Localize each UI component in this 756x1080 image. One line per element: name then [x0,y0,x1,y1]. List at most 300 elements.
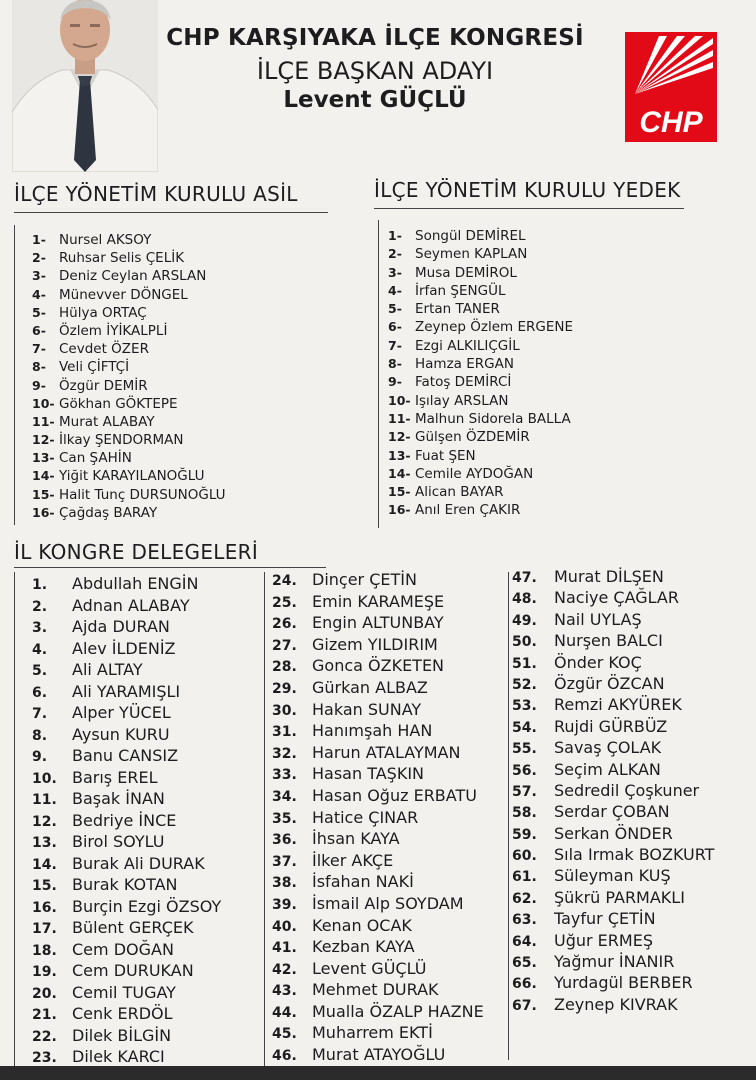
yedek-list [388,228,573,521]
delegeler-column-1 [32,574,221,1069]
list-item-number: 5- [388,301,402,317]
list-item-number: 10. [32,770,57,787]
list-item-number: 24. [272,573,297,589]
list-item-number: 35. [272,810,297,827]
list-item-name: Özlem İYİKALPLİ [59,322,168,339]
title-block [140,25,610,113]
list-item [512,845,714,866]
list-item [388,338,573,356]
list-item-number: 21. [32,1007,57,1023]
list-item-number: 12- [388,429,411,445]
list-item-name: Zeynep Özlem ERGENE [415,319,574,336]
list-item-name: Nursel AKSOY [59,232,152,248]
list-item-name: Fuat ŞEN [415,447,476,464]
list-item-name: Sıla Irmak BOZKURT [554,845,715,865]
delegeler-column-2 [272,570,484,1067]
list-item-name: İrfan ŞENGÜL [415,282,506,299]
list-item-number: 42. [272,961,297,978]
list-item-name: Nail UYLAŞ [554,609,642,629]
list-item-name: Dilek BİLGİN [72,1025,172,1045]
list-item-number: 41. [272,940,297,957]
list-item [32,341,226,359]
list-item [272,592,484,614]
list-item-number: 11- [32,413,55,429]
list-item-name: Anıl Eren ÇAKIR [415,502,521,519]
asil-vertical-rule [14,225,15,525]
list-item [32,378,226,396]
list-item [388,411,573,429]
list-item-number: 15- [32,486,55,502]
list-item-name: İlker AKÇE [312,850,394,870]
list-item-name: Ertan TANER [415,301,500,318]
list-item-name: Deniz Ceylan ARSLAN [59,268,207,285]
list-item-number: 4. [32,641,48,658]
list-item-name: Gürkan ALBAZ [312,677,428,697]
list-item-name: İhsan KAYA [312,829,400,849]
list-item [272,700,484,722]
list-item-name: Tayfur ÇETİN [554,909,656,929]
list-item-number: 9- [32,377,46,393]
list-item-name: Yiğit KARAYILANOĞLU [59,468,205,485]
list-item [512,695,714,716]
asil-heading-rule [14,212,328,213]
bottom-edge [0,1066,756,1080]
list-item-number: 12. [32,813,57,830]
list-item-name: Banu CANSIZ [72,746,179,765]
list-item [512,588,714,609]
list-item [32,832,221,854]
list-item [32,323,226,341]
list-item-number: 3- [388,264,402,280]
list-item [512,781,714,802]
candidate-name: Levent GÜÇLÜ [283,87,467,113]
list-item [32,789,221,811]
list-item-number: 66. [512,976,537,993]
list-item-name: İsfahan NAKİ [312,872,414,892]
list-item [32,450,226,468]
delegeler-vertical-rule-1 [14,572,15,1068]
list-item [512,952,714,973]
list-item [272,635,484,657]
list-item-number: 18. [32,942,57,959]
list-item-number: 2- [32,250,46,266]
list-item-name: Hanımşah HAN [312,721,433,741]
chp-logo-text: CHP [639,106,703,139]
list-item [32,854,221,876]
list-item-name: Murat DİLŞEN [554,567,664,586]
list-item-name: Veli ÇİFTÇİ [59,359,130,376]
list-item-number: 43. [272,983,297,1000]
list-item-name: Mehmet DURAK [312,980,439,1000]
list-item-number: 31. [272,724,297,741]
list-item [272,1002,484,1024]
list-item-name: Muharrem EKTİ [312,1023,433,1043]
list-item [388,356,573,374]
list-item-number: 23. [32,1050,57,1066]
list-item-number: 3- [32,268,46,284]
list-item-name: Cemile AYDOĞAN [415,465,534,482]
list-item-number: 10- [32,395,55,411]
list-item-number: 11. [32,792,57,808]
candidate-photo [12,0,158,172]
list-item [272,851,484,873]
list-item [32,287,226,305]
list-item-name: Musa DEMİROL [415,264,517,281]
list-item-name: Özgür DEMİR [59,377,148,394]
list-item [388,265,573,283]
list-item-name: Gülşen ÖZDEMİR [415,429,530,446]
delegeler-heading: İL KONGRE DELEGELERİ [14,540,259,564]
list-item-name: Yurdagül BERBER [554,973,693,993]
list-item-name: Cem DOĞAN [72,939,174,959]
list-item [272,721,484,743]
list-item-name: Gonca ÖZKETEN [312,656,445,676]
list-item [32,682,221,704]
list-item-name: Hatice ÇINAR [312,807,419,827]
list-item-name: Aysun KURU [72,724,170,744]
list-item-number: 14- [388,465,411,481]
list-item [32,961,221,983]
list-item-number: 38. [272,875,297,892]
list-item [32,746,221,768]
list-item-number: 51. [512,655,537,672]
list-item-number: 10- [388,392,411,408]
list-item [512,631,714,652]
list-item-number: 45. [272,1026,297,1043]
list-item [32,268,226,286]
list-item-number: 32. [272,745,297,762]
list-item [32,875,221,897]
list-item-number: 65. [512,955,537,972]
list-item-number: 67. [512,997,537,1014]
list-item [32,250,226,268]
list-item-name: Emin KARAMEŞE [312,591,445,611]
list-item-name: Seymen KAPLAN [415,246,528,263]
list-item [388,374,573,392]
list-item-number: 20. [32,985,57,1002]
list-item [32,617,221,639]
list-item-number: 64. [512,933,537,950]
list-item-name: Işılay ARSLAN [415,392,509,409]
list-item-name: Remzi AKYÜREK [554,695,682,715]
list-item [272,937,484,959]
list-item-name: Süleyman KUŞ [554,866,671,886]
list-item-number: 28. [272,659,297,676]
list-item [512,973,714,994]
list-item-name: Ruhsar Selis ÇELİK [59,250,185,267]
list-item-number: 12- [32,432,55,448]
list-item-number: 25. [272,594,297,611]
list-item-name: İsmail Alp SOYDAM [312,893,464,913]
list-item-name: Can ŞAHİN [59,450,132,467]
list-item-name: Mualla ÖZALP HAZNE [312,1001,484,1021]
list-item [512,866,714,887]
list-item-number: 37. [272,853,297,870]
list-item-number: 15. [32,878,57,894]
list-item [512,653,714,674]
list-item-name: Özgür ÖZCAN [554,673,665,693]
chp-logo [625,32,717,144]
list-item [32,725,221,747]
list-item-name: Çağdaş BARAY [59,504,158,521]
list-item-name: Adnan ALABAY [72,595,190,615]
list-item-name: Münevver DÖNGEL [59,286,188,303]
list-item-number: 54. [512,719,537,736]
list-item-name: Bülent GERÇEK [72,918,194,937]
list-item [32,487,226,505]
list-item [388,484,573,502]
list-item [272,1045,484,1067]
delegeler-vertical-rule-3 [508,572,509,1060]
list-item [388,393,573,411]
list-item-name: Ajda DURAN [72,617,170,636]
list-item [32,811,221,833]
list-item [32,432,226,450]
list-item [32,414,226,432]
list-item-number: 6- [32,322,46,338]
list-item [32,232,226,250]
list-item [388,283,573,301]
congress-title: CHP KARŞIYAKA İLÇE KONGRESİ [166,25,584,51]
list-item [32,396,226,414]
list-item [388,319,573,337]
list-item-number: 40. [272,918,297,935]
list-item-name: Cem DURUKAN [72,961,194,980]
list-item [512,909,714,930]
list-item-name: Dinçer ÇETİN [312,570,417,589]
list-item-name: Cevdet ÖZER [59,341,149,358]
list-item [32,1026,221,1048]
list-item-number: 19. [32,964,57,980]
list-item-number: 7- [388,337,402,353]
list-item-number: 16. [32,899,57,916]
list-item [512,717,714,738]
list-item-number: 2- [388,246,402,262]
list-item [272,743,484,765]
list-item-number: 16- [388,502,411,518]
list-item [272,613,484,635]
list-item [388,429,573,447]
list-item-number: 14. [32,856,57,873]
list-item-number: 14- [32,468,55,484]
list-item-name: Ali YARAMIŞLI [72,681,181,701]
list-item-name: Kezban KAYA [312,937,415,957]
list-item-name: Burçin Ezgi ÖZSOY [72,896,222,916]
list-item-number: 49. [512,612,537,629]
list-item-number: 13- [388,447,411,463]
list-item-name: Gizem YILDIRIM [312,634,438,654]
list-item [272,829,484,851]
list-item [388,228,573,246]
list-item-name: Bedriye İNCE [72,810,177,830]
list-item-name: Malhun Sidorela BALLA [415,410,571,427]
list-item [272,959,484,981]
list-item-name: Sedredil Çoşkuner [554,780,700,800]
list-item [512,824,714,845]
list-item [272,980,484,1002]
list-item-name: Savaş ÇOLAK [554,738,662,758]
list-item-number: 30. [272,702,297,719]
list-item-name: Ali ALTAY [72,660,143,679]
list-item-name: Hasan Oğuz ERBATU [312,785,477,805]
list-item-number: 33. [272,767,297,784]
list-item-name: Hamza ERGAN [415,356,514,373]
list-item [512,738,714,759]
list-item-number: 9- [388,374,402,390]
list-item-number: 8- [32,359,46,375]
list-item-number: 8- [388,356,402,372]
list-item-number: 61. [512,869,537,886]
list-item-number: 1- [32,232,46,247]
list-item-name: Engin ALTUNBAY [312,613,444,633]
list-item-number: 4- [32,286,46,302]
list-item [32,305,226,323]
list-item [512,802,714,823]
list-item-number: 2. [32,598,48,615]
list-item [32,918,221,940]
list-item-name: Fatoş DEMİRCİ [415,374,512,391]
list-item-number: 57. [512,783,537,800]
list-item [272,786,484,808]
list-item [272,656,484,678]
list-item [32,359,226,377]
list-item-number: 1- [388,228,402,243]
list-item-number: 27. [272,637,297,654]
list-item-number: 48. [512,591,537,608]
list-item-name: Cenk ERDÖL [72,1004,173,1023]
yedek-heading: İLÇE YÖNETİM KURULU YEDEK [374,178,681,202]
list-item-number: 16- [32,504,55,520]
list-item-name: Alper YÜCEL [72,703,171,722]
list-item-name: Gökhan GÖKTEPE [59,395,178,412]
list-item [32,940,221,962]
list-item-number: 5. [32,663,48,679]
list-item-number: 5- [32,304,46,320]
list-item-number: 6. [32,684,48,701]
list-item-name: Burak KOTAN [72,875,178,894]
list-item [512,995,714,1016]
list-item-number: 9. [32,749,48,765]
list-item-number: 17. [32,921,57,937]
list-item-name: İlkay ŞENDORMAN [59,432,184,449]
list-item-number: 4- [388,282,402,298]
list-item [32,768,221,790]
list-item-number: 55. [512,741,537,758]
list-item-name: Hasan TAŞKIN [312,764,425,784]
list-item-number: 8. [32,727,48,744]
list-item-name: Halit Tunç DURSUNOĞLU [59,486,226,503]
list-item-number: 13. [32,835,57,851]
list-item-name: Serkan ÖNDER [554,823,673,843]
list-item-number: 36. [272,832,297,849]
list-item-name: Zeynep KIVRAK [554,994,678,1014]
list-item [272,1023,484,1045]
list-item [32,596,221,618]
list-item-number: 26. [272,616,297,633]
list-item-number: 29. [272,680,297,697]
list-item [388,448,573,466]
list-item [512,567,714,588]
list-item [512,931,714,952]
list-item-name: Rujdi GÜRBÜZ [554,716,668,736]
list-item [32,468,226,486]
list-item-name: Alev İLDENİZ [72,638,176,658]
delegeler-column-3 [512,567,714,1016]
yedek-vertical-rule [378,220,379,528]
list-item-number: 1. [32,577,48,593]
list-item-number: 3. [32,620,48,636]
list-item [272,570,484,592]
list-item [512,888,714,909]
list-item-number: 44. [272,1004,297,1021]
list-item [388,466,573,484]
list-item-name: Alican BAYAR [415,484,504,501]
list-item-number: 56. [512,762,537,779]
list-item-name: Ezgi ALKILIÇGİL [415,337,520,354]
list-item-number: 15- [388,484,411,500]
list-item-name: Cemil TUGAY [72,982,176,1002]
delegeler-heading-rule [14,567,326,568]
candidate-role: İLÇE BAŞKAN ADAYI [256,57,494,85]
list-item-name: Birol SOYLU [72,832,165,851]
list-item [32,703,221,725]
list-item-name: Yağmur İNANIR [554,952,675,972]
list-item-number: 59. [512,826,537,843]
list-item-number: 62. [512,890,537,907]
list-item [32,505,226,523]
list-item-number: 34. [272,788,297,805]
list-item-number: 63. [512,912,537,929]
list-item-name: Murat ATAYOĞLU [312,1045,446,1065]
list-item-number: 39. [272,896,297,913]
delegeler-vertical-rule-2 [264,572,265,1068]
list-item [32,897,221,919]
list-item-name: Başak İNAN [72,789,165,808]
list-item-name: Hülya ORTAÇ [59,304,147,321]
list-item-name: Şükrü PARMAKLI [554,887,685,907]
list-item-name: Hakan SUNAY [312,699,422,719]
list-item [272,894,484,916]
list-item-name: Murat ALABAY [59,413,155,430]
list-item-name: Nurşen BALCI [554,631,663,651]
list-item-number: 22. [32,1028,57,1045]
list-item-name: Barış EREL [72,767,158,787]
list-item-number: 7. [32,706,48,722]
list-item-name: Önder KOÇ [554,652,642,672]
list-item [32,574,221,596]
list-item-number: 6- [388,319,402,335]
list-item [272,764,484,786]
list-item-number: 53. [512,698,537,715]
list-item-name: Levent GÜÇLÜ [312,958,427,978]
list-item [32,983,221,1005]
list-item [388,502,573,520]
list-item-number: 11- [388,410,411,426]
list-item-name: Naciye ÇAĞLAR [554,588,679,608]
list-item [272,808,484,830]
list-item [512,674,714,695]
list-item-name: Serdar ÇOBAN [554,802,670,822]
list-item-name: Burak Ali DURAK [72,853,205,873]
list-item-number: 50. [512,634,537,651]
list-item [32,639,221,661]
list-item-name: Seçim ALKAN [554,759,661,779]
list-item-number: 13- [32,450,55,466]
list-item [512,760,714,781]
list-item-number: 46. [272,1048,297,1065]
list-item [272,872,484,894]
list-item-number: 58. [512,805,537,822]
